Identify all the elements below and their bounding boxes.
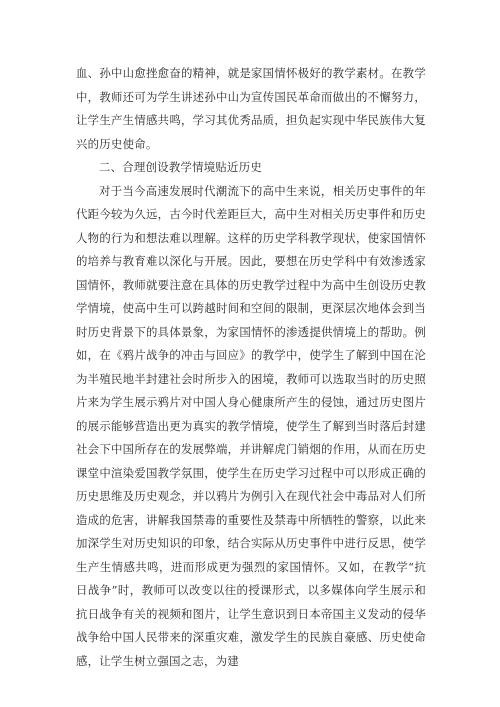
section-heading: 二、合理创设教学情境贴近历史 <box>99 160 262 174</box>
paragraph-continuation: 血、孙中山愈挫愈奋的精神，就是家国情怀极好的教学素材。在教学中，教师还可为学生讲述孙中山为宣传国民革命而做出的不懈努力，让学生产生情感共鸣，学习其优秀品质，担负起实现中华民族伟大复兴的历史使命。 <box>76 66 426 151</box>
document-body <box>76 62 426 673</box>
paragraph-main: 对于当今高速发展时代潮流下的高中生来说，相关历史事件的年代距今较为久远，古今时代差距巨大，高中生对相关历史事件和历史人物的行为和想法难以理解。这样的历史学科教学现状，使家国情怀的培养与教育难以深化与开展。因此，要想在历史学科中有效渗透家国情怀，教师就要注意在具体的历史教学过程中为高中生创设历史教学情境，使高中生可以跨越时间和空间的限制，更深层次地体会到当时历史背景下的具体景象，为家国情怀的渗透提供情境上的帮助。例如，在《鸦片战争的冲击与回应》的教学中，使学生了解到中国在沦为半殖民地半封建社会时所步入的困境，教师可以选取当时的历史照片来为学生展示鸦片对中国人身心健康所产生的侵蚀，通过历史图片的展示能够营造出更为真实的教学情境，使学生了解到当时落后封建社会下中国所存在的发展弊端，并讲解虎门销烟的作用，从而在历史课堂中渲染爱国教学氛围，使学生在历史学习过程中可以形成正确的历史思维及历史观念，并以鸦片为例引入在现代社会中毒品对人们所造成的危害，讲解我国禁毒的重要性及禁毒中所牺牲的警察，以此来加深学生对历史知识的印象，结合实际从历史事件中进行反思，使学生产生情感共鸣，进而形成更为强烈的家国情怀。又如，在教学“抗日战争”时，教师可以改变以往的授课形式，以多媒体向学生展示和抗日战争有关的视频和图片，让学生意识到日本帝国主义发动的侵华战争给中国人民带来的深重灾难，激发学生的民族自豪感、历史使命感，让学生树立强国之志，为建 <box>76 183 426 668</box>
